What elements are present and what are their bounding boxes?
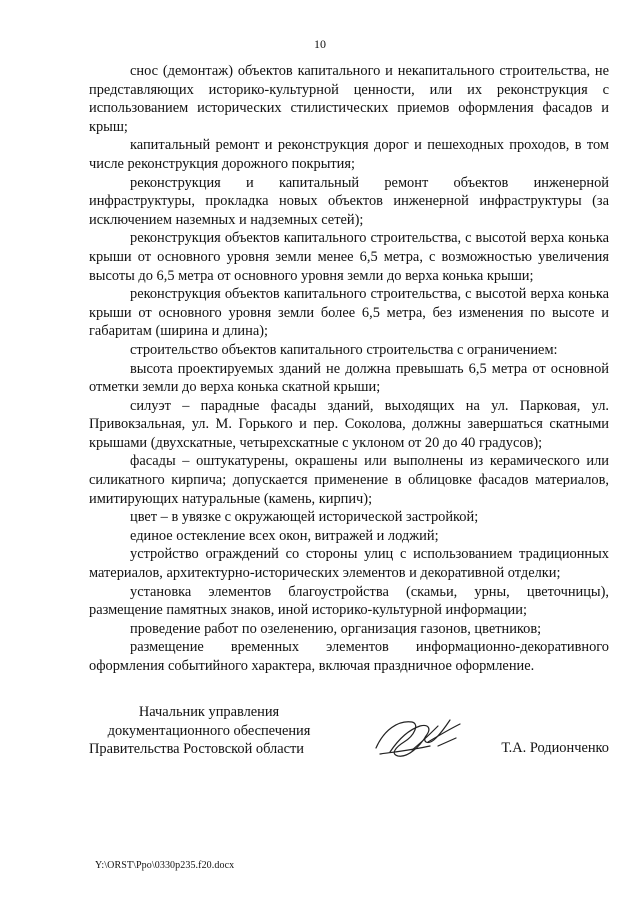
paragraph: строительство объектов капитального строительства с ограничением:	[130, 341, 558, 358]
paragraph: единое остекление всех окон, витражей и лоджий;	[130, 527, 439, 544]
signatory-name: Т.А. Родионченко	[501, 740, 609, 756]
paragraph: проведение работ по озеленению, организация газонов, цветников;	[130, 620, 542, 637]
document-body	[89, 62, 609, 676]
file-path-footer: Y:\ORST\Ppo\0330p235.f20.docx	[95, 860, 235, 871]
paragraph: установка элементов благоустройства (скамьи, урны, цветочницы), размещение памятных знаков, иной историко-культурной информации;	[89, 583, 609, 619]
signatory-title	[89, 703, 329, 759]
paragraph: цвет – в увязке с окружающей исторической застройкой;	[130, 509, 479, 526]
paragraph: капитальный ремонт и реконструкция дорог и пешеходных проходов, в том числе реконструкция дорожного покрытия;	[89, 137, 609, 172]
paragraph: реконструкция объектов капитального строительства, с высотой верха конька крыши от основного уровня земли более 6,5 метра, без изменения по высоте и габаритам (ширина и длина);	[89, 286, 609, 340]
paragraph: реконструкция объектов капитального строительства, с высотой верха конька крыши от основного уровня земли менее 6,5 метра, с возможностью увеличения высоты до 6,5 метра от основного уровня земли до верха конька крыши;	[89, 230, 609, 284]
handwritten-signature	[368, 712, 468, 762]
paragraph: силуэт – парадные фасады зданий, выходящих на ул. Парковая, ул. Привокзальная, ул. М. Горького и пер. Соколова, должны завершаться скатными крышами (двухскатные, четырехскатные с уклоном от 20 до 40 градусов);	[89, 397, 609, 451]
signatory-title-line: Правительства Ростовской области	[89, 741, 304, 758]
paragraph: устройство ограждений со стороны улиц с использованием традиционных материалов, архитектурно-исторических элементов и декоративной отделки;	[89, 546, 609, 582]
paragraph: высота проектируемых зданий не должна превышать 6,5 метра от основной отметки земли до верха конька скатной крыши;	[89, 360, 609, 396]
paragraph: снос (демонтаж) объектов капитального и некапитального строительства, не представляющих историко-культурной ценности, или их реконструкция с использованием исторических стилистических приемов оформления фасадов и крыш;	[89, 63, 609, 135]
page-number: 10	[314, 37, 326, 51]
paragraph: размещение временных элементов информационно-декоративного оформления событийного характера, включая праздничное оформление.	[89, 639, 609, 674]
signatory-title-line: документационного обеспечения	[107, 722, 311, 739]
paragraph: фасады – оштукатурены, окрашены или выполнены из керамического или силикатного кирпича; допускается применение в облицовке фасадов материалов, имитирующих натуральные (камень, кирпич);	[89, 453, 609, 507]
signatory-title-line: Начальник управления	[138, 704, 280, 720]
paragraph: реконструкция и капитальный ремонт объектов инженерной инфраструктуры, прокладка новых объектов инженерной инфраструктуры (за исключением наземных и надземных сетей);	[89, 174, 609, 228]
